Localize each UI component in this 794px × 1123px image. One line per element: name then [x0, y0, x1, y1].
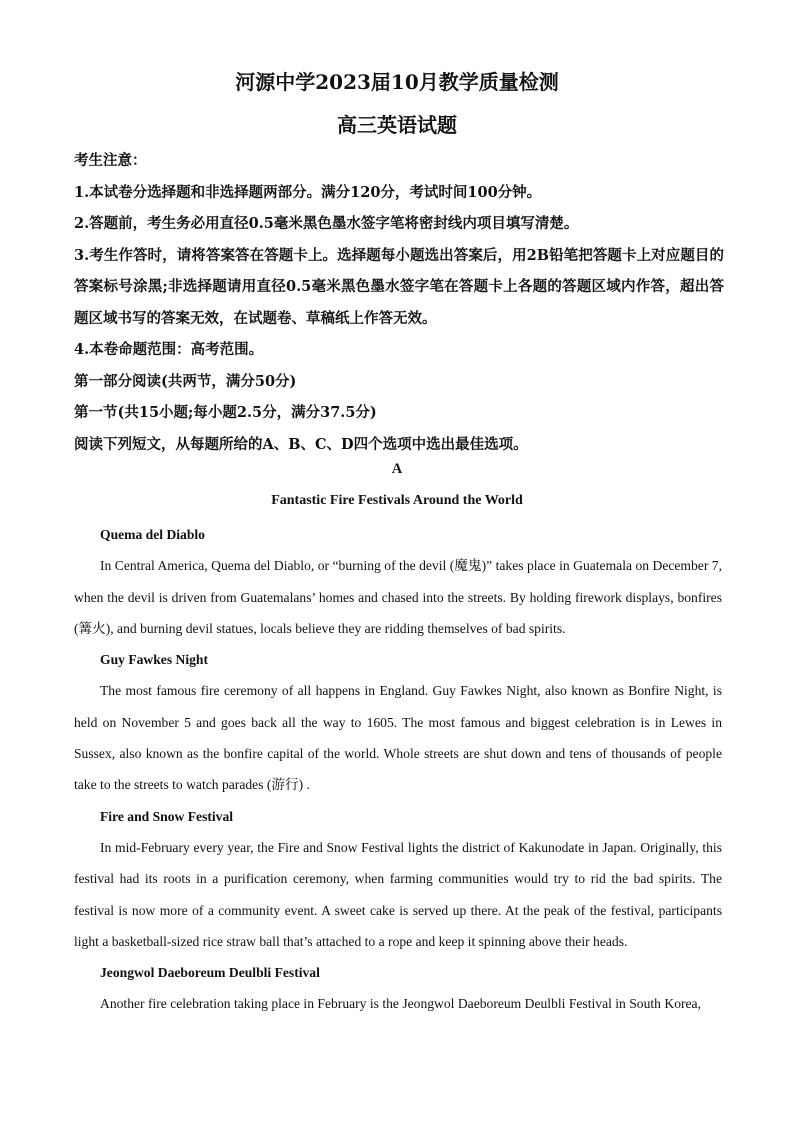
note-item-3: 3.考生作答时，请将答案答在答题卡上。选择题每小题选出答案后，用2B铅笔把答题卡上对应题目的答案标号涂黑;非选择题请用直径0.5毫米黑色墨水签字笔在答题卡上各题的答题区域内作答，超出答题区域书写的答案无效，在试题卷、草稿纸上作答无效。 — [74, 246, 724, 327]
passage-letter: A — [391, 461, 403, 477]
note-item-2: 2.答题前，考生务必用直径0.5毫米黑色墨水签字笔将密封线内项目填写清楚。 — [74, 215, 579, 232]
section-paragraph: In Central America, Quema del Diablo, or “burning of the devil (魔鬼)” takes place in Guatemala on December 7, when the devil is driven from Guatemalans’ homes and chased into the streets. By holding firework displays, bonfires (篝火), and burning devil statues, locals believe they are ridding themselves of bad spirits. — [74, 558, 722, 636]
section-heading: Quema del Diablo — [100, 527, 205, 542]
exam-subtitle: 高三英语试题 — [337, 113, 457, 137]
note-item-1: 1.本试卷分选择题和非选择题两部分。满分120分，考试时间100分钟。 — [74, 183, 542, 201]
exam-title: 河源中学2023届10月教学质量检测 — [235, 70, 559, 94]
section-heading: Jeongwol Daeboreum Deulbli Festival — [100, 965, 320, 981]
section-paragraph: The most famous fire ceremony of all happens in England. Guy Fawkes Night, also known as Bonfire Night, is held on November 5 and goes back all the way to 1605. The most famous and biggest celebration is in Lewes in Sussex, also known as the bonfire capital of the world. Whole streets are shut down and tens of thousands of people take to the streets to watch parades (游行) . — [74, 683, 722, 793]
section-paragraph: Another fire celebration taking place in February is the Jeongwol Daeboreum Deulbli Festival in South Korea, — [100, 996, 701, 1012]
notes-heading: 考生注意： — [74, 152, 147, 169]
section-instruction: 阅读下列短文，从每题所给的A、B、C、D四个选项中选出最佳选项。 — [74, 435, 528, 453]
passage-title: Fantastic Fire Festivals Around the World — [271, 493, 523, 508]
section-subsection: 第一节(共15小题;每小题2.5分，满分37.5分) — [74, 404, 377, 421]
section-heading: Fire and Snow Festival — [100, 808, 234, 824]
passage-body — [74, 519, 722, 1020]
section-paragraph: In mid-February every year, the Fire and Snow Festival lights the district of Kakunodate in Japan. Originally, this festival had its roots in a purification ceremony, when farming communities would try to rid the bad spirits. The festival is now more of a community event. A sweet cake is served up there. At the peak of the festival, participants light a basketball-sized rice straw ball that’s attached to a rope and keep it spinning above their heads. — [74, 839, 722, 949]
section-heading: Guy Fawkes Night — [100, 652, 209, 668]
exam-notes — [74, 145, 724, 460]
note-item-4: 4.本卷命题范围：高考范围。 — [74, 341, 264, 358]
section-part: 第一部分阅读(共两节，满分50分) — [74, 372, 297, 390]
